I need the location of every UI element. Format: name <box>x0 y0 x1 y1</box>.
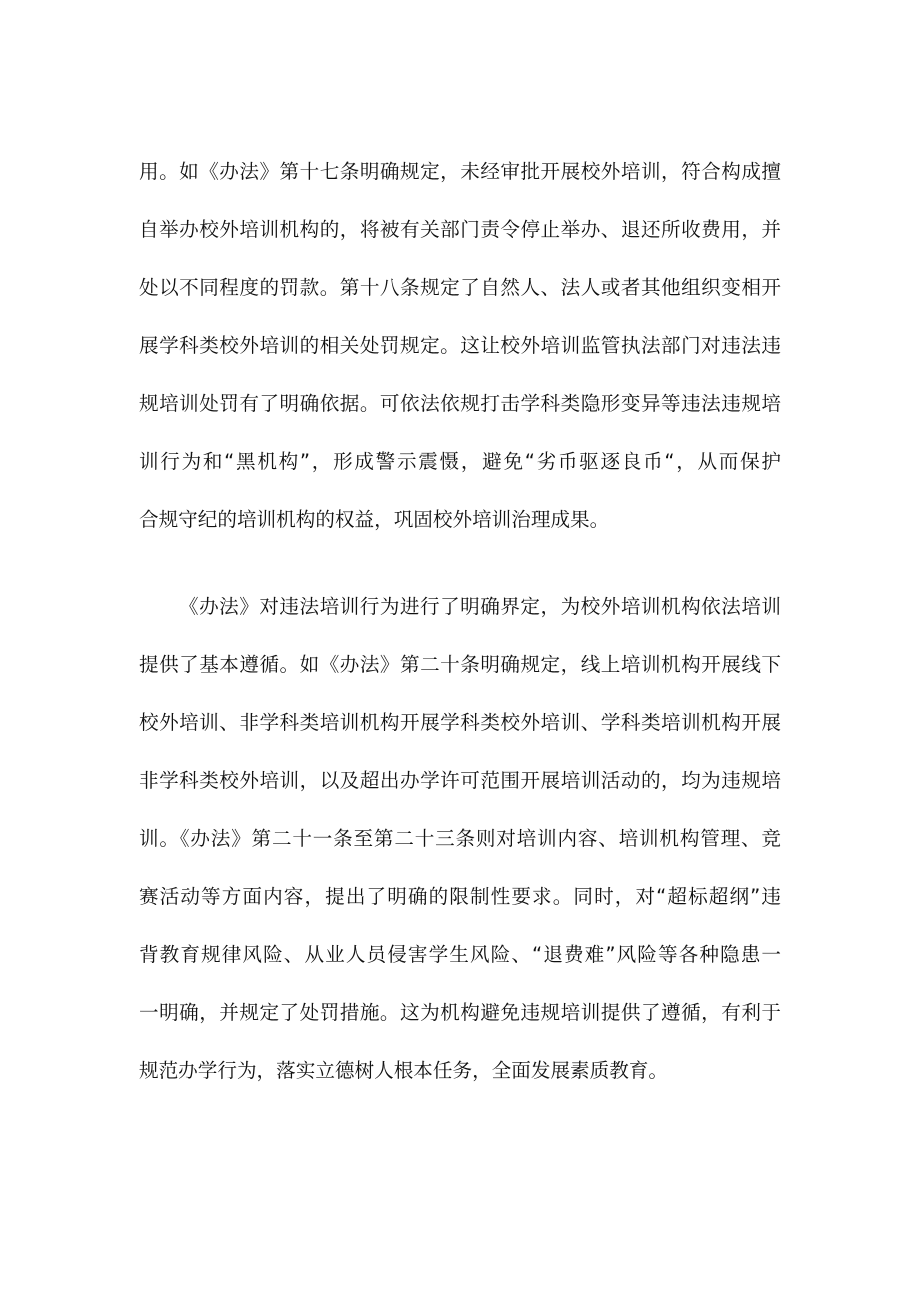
text-line: 训。《办法》第二十一条至第二十三条则对培训内容、培训机构管理、竞 <box>139 827 781 850</box>
paragraph-1 <box>139 155 781 561</box>
text-line: 规培训处罚有了明确依据。可依法依规打击学科类隐形变异等违法违规培 <box>139 392 781 415</box>
text-line: 合规守纪的培训机构的权益，巩固校外培训治理成果。 <box>139 508 610 531</box>
text-line: 非学科类校外培训，以及超出办学许可范围开展培训活动的，均为违规培 <box>139 769 781 792</box>
text-line: 训行为和“黑机构”，形成警示震慑，避免“劣币驱逐良币“，从而保护 <box>139 450 781 473</box>
text-line: 规范办学行为，落实立德树人根本任务，全面发展素质教育。 <box>139 1059 669 1082</box>
text-line: 自举办校外培训机构的，将被有关部门责令停止举办、退还所收费用，并 <box>139 218 781 241</box>
paragraph-2 <box>139 590 781 1112</box>
text-line: 《办法》对违法培训行为进行了明确界定，为校外培训机构依法培训 <box>179 595 781 618</box>
text-line: 一明确，并规定了处罚措施。这为机构避免违规培训提供了遵循，有利于 <box>139 1001 781 1024</box>
text-line: 赛活动等方面内容，提出了明确的限制性要求。同时，对“超标超纲”违 <box>139 885 781 908</box>
text-line: 用。如《办法》第十七条明确规定，未经审批开展校外培训，符合构成擅 <box>139 160 781 183</box>
text-line: 校外培训、非学科类培训机构开展学科类校外培训、学科类培训机构开展 <box>139 711 781 734</box>
text-line: 展学科类校外培训的相关处罚规定。这让校外培训监管执法部门对违法违 <box>139 334 781 357</box>
text-line: 提供了基本遵循。如《办法》第二十条明确规定，线上培训机构开展线下 <box>139 653 781 676</box>
text-line: 背教育规律风险、从业人员侵害学生风险、“退费难”风险等各种隐患一 <box>139 943 781 966</box>
text-line: 处以不同程度的罚款。第十八条规定了自然人、法人或者其他组织变相开 <box>139 276 781 299</box>
